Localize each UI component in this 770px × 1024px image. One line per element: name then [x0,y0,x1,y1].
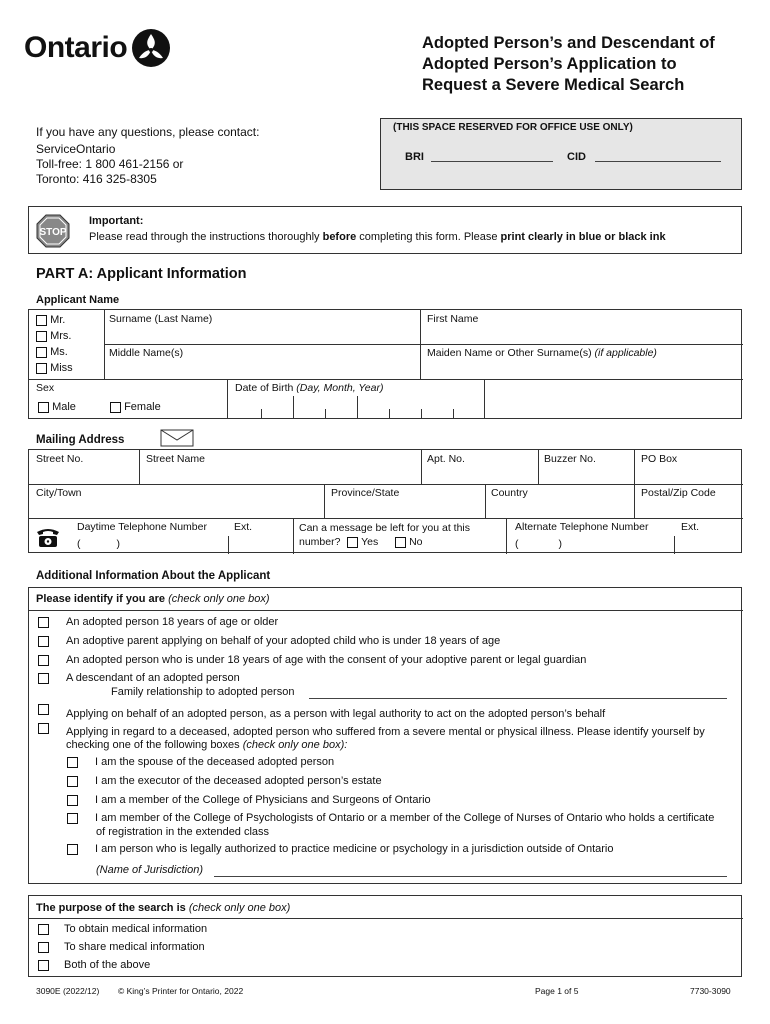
title-miss[interactable] [36,362,73,375]
applicant-name-grid [28,309,742,419]
bri-label: BRI [405,151,424,163]
page-number: Page 1 of 5 [535,986,579,996]
cid-field[interactable] [595,161,721,162]
option-descendant[interactable] [38,672,240,685]
title-line-1: Adopted Person’s and Descendant of [422,34,715,52]
mailing-title: Mailing Address [36,434,125,446]
maiden-label: Maiden Name or Other Surname(s) [427,347,592,359]
female-label: Female [124,401,161,413]
middle-name-field[interactable]: Middle Name(s) [109,347,184,359]
maiden-note: (if applicable) [594,347,657,359]
no-label: No [409,536,423,548]
option-3-label: An adopted person who is under 18 years of age with the consent of your adoptive parent or legal guardian [66,654,587,666]
purpose-1-checkbox[interactable] [38,924,49,935]
paren-close-2: ) [558,538,562,550]
identify-note: (check only one box) [168,593,270,605]
option-6-checkbox[interactable] [38,723,49,734]
identify-label: Please identify if you are [36,593,165,605]
mailing-heading [36,434,124,447]
mr-label: Mr. [50,314,66,326]
additional-info-box [28,587,742,884]
sex-female[interactable] [110,401,161,414]
sub-option-1-label: I am the spouse of the deceased adopted person [95,756,335,768]
option-legal-authority[interactable] [38,704,606,720]
cid-label: CID [567,151,586,163]
option-1-label: An adopted person 18 years of age or older [66,616,279,628]
sub-option-2-label: I am the executor of the deceased adopted person’s estate [95,775,382,787]
sub-option-psychologists[interactable] [67,812,714,825]
surname-field[interactable]: Surname (Last Name) [109,313,213,325]
paren-open-2: ( [515,538,519,550]
important-text [89,231,666,244]
purpose-3-label: Both of the above [64,959,151,971]
option-adult-adoptee[interactable] [38,616,278,629]
additional-heading: Additional Information About the Applicant [36,570,271,582]
po-box-field[interactable]: PO Box [641,453,678,465]
street-name-field[interactable]: Street Name [146,453,205,465]
daytime-phone-label: Daytime Telephone Number [77,521,207,533]
ext-field[interactable]: Ext. [234,521,253,533]
mrs-label: Mrs. [50,330,72,342]
jurisdiction-label: (Name of Jurisdiction) [96,864,203,876]
dob-field[interactable] [235,382,383,394]
form-title [422,33,715,96]
purpose-obtain[interactable] [38,923,207,936]
contact-intro: If you have any questions, please contact: [36,125,260,139]
dob-label: Date of Birth [235,382,294,394]
miss-checkbox[interactable] [36,363,47,374]
purpose-share[interactable] [38,941,205,954]
envelope-icon [160,429,194,447]
postal-code-field[interactable]: Postal/Zip Code [641,487,716,499]
purpose-prompt [36,902,290,915]
option-4-label: A descendant of an adopted person [66,672,240,684]
title-line-3: Request a Severe Medical Search [422,76,685,94]
bri-field[interactable] [431,161,553,162]
copyright: © King’s Printer for Ontario, 2022 [118,986,244,996]
sub-option-5-checkbox[interactable] [67,844,78,855]
purpose-3-checkbox[interactable] [38,960,49,971]
purpose-1-label: To obtain medical information [64,923,208,935]
purpose-2-label: To share medical information [64,941,205,953]
message-no-checkbox[interactable] [395,537,406,548]
stop-sign-icon [36,214,70,248]
option-adoptive-parent[interactable] [38,635,500,648]
deceased-line-2 [66,739,347,752]
yes-label: Yes [361,536,379,548]
buzzer-no-field[interactable]: Buzzer No. [544,453,596,465]
option-5-label: Applying on behalf of an adopted person, as a person with legal authority to act on the adopted person’s behalf [66,708,606,720]
option-1-checkbox[interactable] [38,617,49,628]
important-heading: Important: [89,215,144,227]
purpose-title: The purpose of the search is [36,902,186,914]
alt-ext-field[interactable]: Ext. [681,521,700,533]
office-use-title: (THIS SPACE RESERVED FOR OFFICE USE ONLY) [393,122,633,133]
deceased-line-1: Applying in regard to a deceased, adopted person who suffered from a severe mental or physical illness. Please identify yourself by [66,726,705,738]
title-mrs[interactable] [36,330,71,343]
ms-checkbox[interactable] [36,347,47,358]
paren-open: ( [77,538,81,550]
important-text-c: completing this form. Please [356,231,501,243]
option-5-checkbox[interactable] [38,704,49,715]
first-name-field[interactable]: First Name [427,313,479,325]
important-text-d: print clearly in blue or black ink [500,231,666,243]
male-checkbox[interactable] [38,402,49,413]
message-q-line1: Can a message be left for you at this [299,522,471,534]
contact-info [36,125,259,187]
identify-prompt [36,593,270,606]
office-use-box [380,118,742,190]
sub-option-outside-ontario[interactable] [67,843,614,856]
sub-option-3-label: I am a member of the College of Physicians and Surgeons of Ontario [95,794,431,806]
sub-option-1-checkbox[interactable] [67,757,78,768]
apt-no-field[interactable]: Apt. No. [427,453,465,465]
sub-option-2-checkbox[interactable] [67,776,78,787]
country-field[interactable]: Country [491,487,528,499]
ontario-logo [24,28,171,68]
important-text-b: before [322,231,357,243]
telephone-icon [35,526,61,548]
sub-option-spouse[interactable] [67,756,334,769]
message-q-line2: number? [299,536,341,548]
female-checkbox[interactable] [110,402,121,413]
family-relationship-field[interactable] [309,698,727,699]
mrs-checkbox[interactable] [36,331,47,342]
sub-option-4-checkbox[interactable] [67,813,78,824]
purpose-2-checkbox[interactable] [38,942,49,953]
sub-option-3-checkbox[interactable] [67,795,78,806]
daytime-phone-field[interactable] [77,538,120,550]
jurisdiction-field[interactable] [214,876,727,877]
contact-toronto: Toronto: 416 325-8305 [36,172,157,186]
deceased-line-2-note: (check only one box): [242,739,348,751]
mailing-address-grid [28,449,742,553]
purpose-box [28,895,742,977]
option-minor-adoptee[interactable] [38,654,586,667]
applicant-name-heading: Applicant Name [36,294,120,306]
province-field[interactable]: Province/State [331,487,400,499]
contact-tollfree: Toll-free: 1 800 461-2156 or [36,157,184,171]
stop-text: STOP [39,227,67,238]
option-3-checkbox[interactable] [38,655,49,666]
option-2-label: An adoptive parent applying on behalf of your adopted child who is under 18 years of age [66,635,501,647]
city-field[interactable]: City/Town [36,487,82,499]
paren-close: ) [116,538,120,550]
sub-option-physicians[interactable] [67,794,431,807]
deceased-line-2a: checking one of the following boxes [66,739,240,751]
male-label: Male [52,401,76,413]
sub-option-4-label: I am member of the College of Psychologists of Ontario or a member of the College of Nurses of Ontario who holds a certificate [95,812,715,824]
option-deceased[interactable] [38,723,49,736]
sex-label: Sex [36,382,55,394]
option-2-checkbox[interactable] [38,636,49,647]
title-mr[interactable] [36,314,65,327]
form-number: 3090E (2022/12) [36,986,100,996]
option-4-checkbox[interactable] [38,673,49,684]
dob-note: (Day, Month, Year) [296,382,384,394]
miss-label: Miss [50,362,73,374]
maiden-name-field[interactable] [427,347,657,359]
sex-male[interactable] [38,401,76,414]
trillium-icon [131,28,171,68]
form-code: 7730-3090 [690,986,731,996]
purpose-both[interactable] [38,959,150,972]
logo-text: Ontario [24,31,128,64]
title-line-2: Adopted Person’s Application to [422,55,677,73]
important-text-a: Please read through the instructions thoroughly [89,231,323,243]
message-question [299,521,470,549]
message-yes-checkbox[interactable] [347,537,358,548]
sub-option-executor[interactable] [67,775,382,788]
ms-label: Ms. [50,346,68,358]
sub-option-5-label: I am person who is legally authorized to practice medicine or psychology in a jurisdiction outside of Ontario [95,843,614,855]
street-no-field[interactable]: Street No. [36,453,84,465]
important-box [28,206,742,254]
alt-phone-label: Alternate Telephone Number [515,521,649,533]
contact-org: ServiceOntario [36,142,116,156]
alt-phone-field[interactable] [515,538,562,550]
family-relationship-label: Family relationship to adopted person [111,686,295,698]
purpose-note: (check only one box) [188,902,291,914]
mr-checkbox[interactable] [36,315,47,326]
sub-option-4-continued: of registration in the extended class [96,826,270,838]
part-a-title: PART A: Applicant Information [36,266,247,282]
title-ms[interactable] [36,346,68,359]
